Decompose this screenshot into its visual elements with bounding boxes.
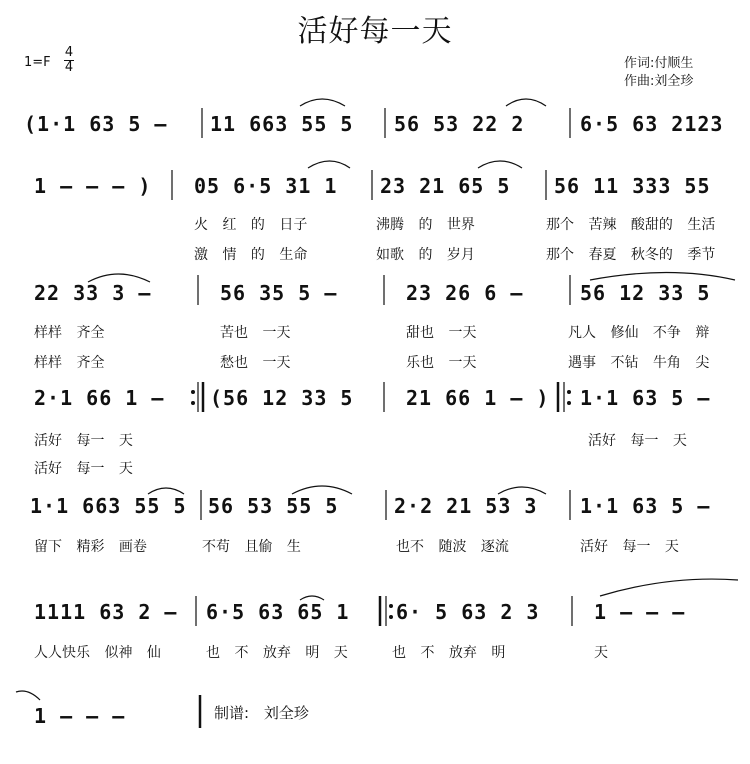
lyricist-credit: 作词:付顺生 bbox=[624, 56, 694, 71]
lyric-line: 留下 精彩 画卷 bbox=[34, 539, 147, 555]
notation-row5-bar3: 2·2 21 53 3 bbox=[394, 494, 538, 518]
transcriber-label: 制谱: bbox=[214, 704, 250, 722]
lyric-line: 活好 每一 天 bbox=[580, 539, 679, 555]
lyric-line: 活好 每一 天 bbox=[34, 433, 133, 449]
lyric-line: 甜也 一天 bbox=[406, 325, 477, 341]
notation-row1-bar1: (1·1 63 5 – bbox=[24, 112, 168, 136]
notation-row3-bar1: 22 33 3 – bbox=[34, 281, 152, 305]
notation-row3-bar2: 56 35 5 – bbox=[220, 281, 338, 305]
notation-row4-bar4: 1·1 63 5 – bbox=[580, 386, 711, 410]
notation-row3-bar3: 23 26 6 – bbox=[406, 281, 524, 305]
notation-row4-bar1: 2·1 66 1 – bbox=[34, 386, 165, 410]
notation-row4-bar2: (56 12 33 5 bbox=[210, 386, 354, 410]
lyric-line: 凡人 修仙 不争 辩 bbox=[568, 325, 710, 341]
lyric-line: 那个 春夏 秋冬的 季节 bbox=[546, 247, 716, 263]
lyric-line: 那个 苦辣 酸甜的 生活 bbox=[546, 217, 716, 233]
lyric-line: 苦也 一天 bbox=[220, 325, 291, 341]
song-title: 活好每一天 bbox=[297, 14, 453, 49]
key-signature: 1=F bbox=[24, 55, 51, 70]
notation-row2-bar1: 1 – – – ) bbox=[34, 174, 152, 198]
lyric-line: 也不 随波 逐流 bbox=[396, 539, 509, 555]
lyric-line: 不苟 且偷 生 bbox=[202, 539, 301, 555]
lyric-line: 人人快乐 似神 仙 bbox=[34, 645, 161, 661]
notation-row1-bar3: 56 53 22 2 bbox=[394, 112, 525, 136]
notation-row6-bar3: 6· 5 63 2 3 bbox=[396, 600, 540, 624]
lyric-line: 乐也 一天 bbox=[406, 355, 477, 371]
time-top: 4 bbox=[64, 45, 74, 60]
lyric-line: 也 不 放弃 明 天 bbox=[206, 645, 348, 661]
lyric-line: 也 不 放弃 明 bbox=[392, 645, 506, 661]
notation-row6-bar4: 1 – – – bbox=[594, 600, 686, 624]
notation-row4-bar3: 21 66 1 – ) bbox=[406, 386, 550, 410]
lyric-line: 活好 每一 天 bbox=[34, 461, 133, 477]
lyric-line: 沸腾 的 世界 bbox=[376, 217, 475, 233]
lyric-line: 样样 齐全 bbox=[34, 355, 105, 371]
notation-row2-bar2: 05 6·5 31 1 bbox=[194, 174, 338, 198]
lyric-line: 活好 每一 天 bbox=[588, 433, 687, 449]
notation-row5-bar4: 1·1 63 5 – bbox=[580, 494, 711, 518]
lyric-line: 天 bbox=[594, 645, 608, 661]
notation-row2-bar4: 56 11 333 55 bbox=[554, 174, 711, 198]
notation-row6-bar1: 1111 63 2 – bbox=[34, 600, 178, 624]
lyric-line: 遇事 不钻 牛角 尖 bbox=[568, 355, 710, 371]
notation-row3-bar4: 56 12 33 5 bbox=[580, 281, 711, 305]
notation-row2-bar3: 23 21 65 5 bbox=[380, 174, 511, 198]
notation-row1-bar2: 11 663 55 5 bbox=[210, 112, 354, 136]
time-bottom: 4 bbox=[64, 60, 74, 75]
composer-credit: 作曲:刘全珍 bbox=[624, 74, 694, 89]
transcriber-name: 刘全珍 bbox=[263, 704, 309, 722]
lyric-line: 火 红 的 日子 bbox=[194, 217, 308, 233]
notation-row1-bar4: 6·5 63 2123 bbox=[580, 112, 724, 136]
notation-row6-bar2: 6·5 63 65 1 bbox=[206, 600, 350, 624]
notation-row5-bar2: 56 53 55 5 bbox=[208, 494, 339, 518]
lyric-line: 样样 齐全 bbox=[34, 325, 105, 341]
notation-row5-bar1: 1·1 663 55 5 bbox=[30, 494, 187, 518]
lyric-line: 如歌 的 岁月 bbox=[376, 247, 475, 263]
transcriber-credit bbox=[214, 702, 309, 723]
notation-row7-bar1: 1 – – – bbox=[34, 704, 126, 728]
lyric-line: 激 情 的 生命 bbox=[194, 247, 308, 263]
lyric-line: 愁也 一天 bbox=[220, 355, 291, 371]
